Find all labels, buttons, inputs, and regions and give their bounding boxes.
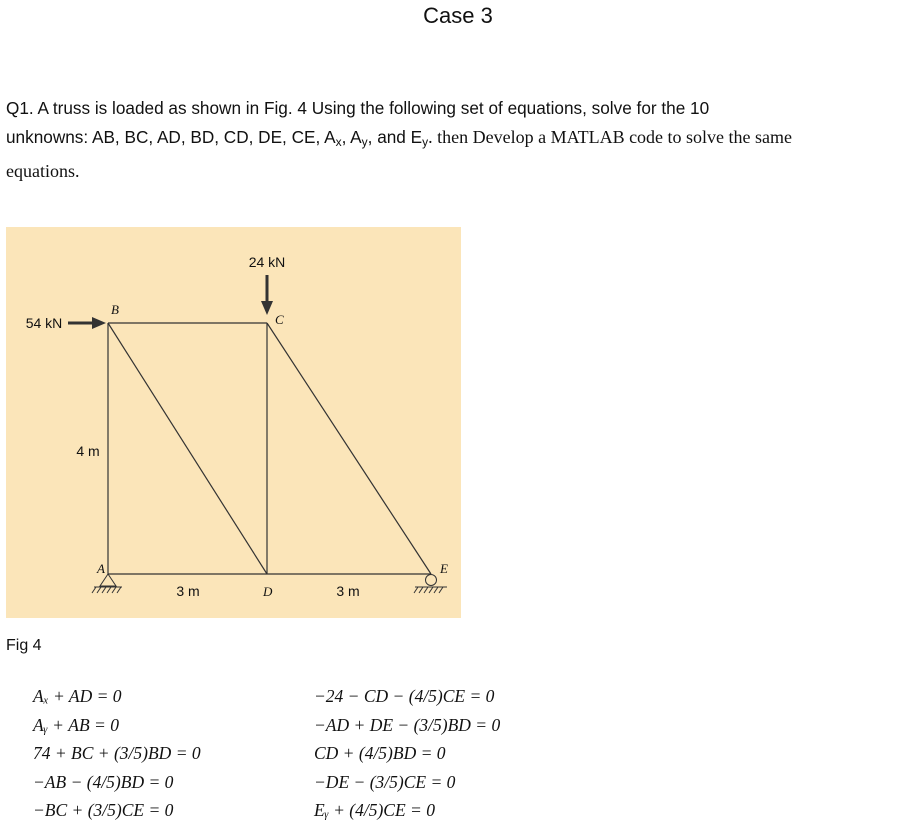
- question-line-2-part-4: . then Develop a MATLAB code to solve the same: [428, 127, 793, 147]
- equation-5: −BC + (3/5)CE = 0: [33, 800, 174, 820]
- equation-6: −24 − CD − (4/5)CE = 0: [314, 686, 495, 706]
- equation-4: −AB − (4/5)BD = 0: [33, 771, 174, 792]
- question-line-1: Q1. A truss is loaded as shown in Fig. 4 Using the following set of equations, solve for the 10: [6, 98, 710, 118]
- member-bd: [108, 323, 267, 574]
- question-line-2-part-1: unknowns: AB, BC, AD, BD, CD, DE, CE, A: [6, 127, 336, 147]
- node-label-e: E: [440, 561, 448, 576]
- question-sub-y: y: [361, 135, 368, 149]
- case-title: Case 3: [423, 3, 493, 28]
- equation-2: Aᵧ + AB = 0: [33, 714, 119, 735]
- figure-caption: Fig 4: [6, 637, 42, 654]
- question-sub-x: x: [335, 135, 342, 149]
- equation-10: Eᵧ + (4/5)CE = 0: [314, 800, 435, 820]
- truss-figure: [6, 227, 461, 618]
- question-text: [6, 94, 908, 186]
- node-label-d: D: [263, 584, 273, 599]
- node-label-a: A: [97, 561, 105, 576]
- dimension-height-label: 4 m: [76, 443, 100, 459]
- dimension-left-span-label: 3 m: [176, 583, 200, 599]
- member-ce: [267, 323, 431, 574]
- equations-left-column: [33, 682, 201, 825]
- load-arrow-down-icon: [261, 275, 273, 315]
- question-line-2-part-3: , and E: [367, 127, 423, 147]
- dimension-right-span-label: 3 m: [336, 583, 360, 599]
- load-arrow-right-icon: [68, 317, 106, 329]
- equation-8: CD + (4/5)BD = 0: [314, 743, 446, 763]
- equations-right-column: [314, 682, 500, 825]
- node-label-b: B: [111, 302, 119, 317]
- equation-3: 74 + BC + (3/5)BD = 0: [33, 743, 201, 763]
- load-label-left: 54 kN: [25, 315, 63, 331]
- question-line-3: equations.: [6, 161, 80, 181]
- question-sub-y2: y: [422, 135, 429, 149]
- equation-1: Aₓ + AD = 0: [33, 686, 122, 706]
- question-line-2: [6, 123, 908, 157]
- question-line-2-part-2: , A: [341, 127, 362, 147]
- load-label-top: 24 kN: [248, 254, 286, 270]
- truss-diagram: [6, 227, 461, 618]
- equation-7: −AD + DE − (3/5)BD = 0: [314, 714, 501, 735]
- pin-support-a: [92, 574, 122, 593]
- roller-support-e: [414, 575, 447, 594]
- equation-9: −DE − (3/5)CE = 0: [314, 771, 456, 792]
- node-label-c: C: [275, 312, 284, 327]
